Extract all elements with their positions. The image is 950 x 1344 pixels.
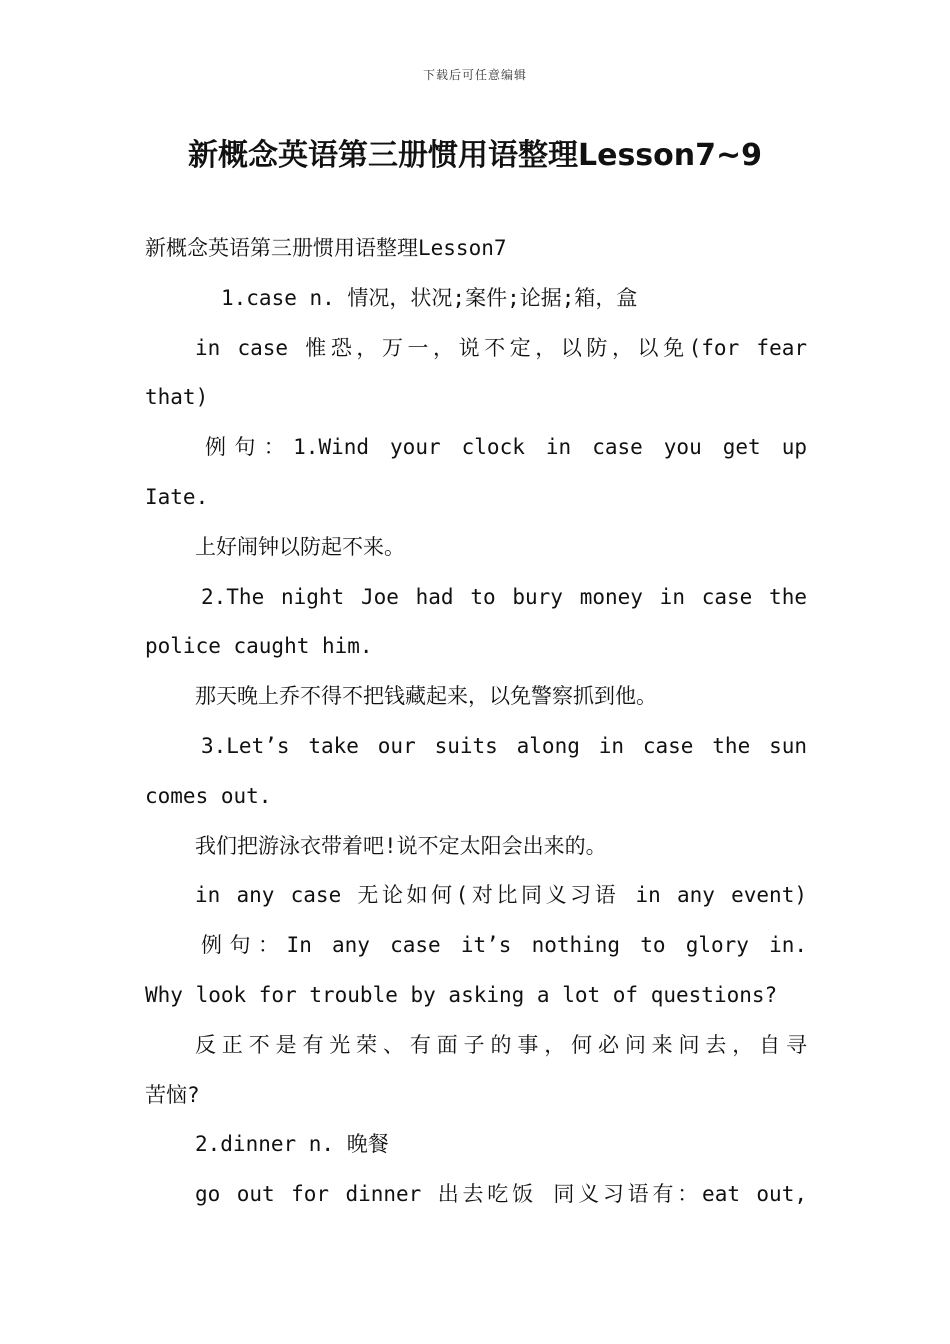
header-note: 下载后可任意编辑 [422,68,527,82]
example-1-translation: 上好闹钟以防起不来。 [195,534,405,559]
vocab-entry-dinner: 2.dinner n. 晚餐 [195,1132,389,1157]
idiom-in-any-case: in any case 无论如何(对比同义习语 in any event) [195,883,807,908]
example-4-cont: Why look for trouble by asking a lot of questions? [145,982,778,1007]
example-1-cont: Iate. [145,484,209,509]
example-4-translation-cont: 苦恼? [145,1082,200,1107]
idiom-go-out-for-dinner: go out for dinner 出去吃饭 同义习语有：eat out, [195,1182,807,1207]
document-title: 新概念英语第三册惯用语整理Lesson7~9 [187,138,763,173]
example-2-cont: police caught him. [145,634,373,659]
idiom-in-case-cont: that) [145,385,209,410]
example-2-translation: 那天晚上乔不得不把钱藏起来，以免警察抓到他。 [195,684,657,709]
example-3: 3.Let’s take our suits along in case the sun [201,733,807,758]
idiom-in-case: in case 惟恐，万一，说不定，以防，以免(for fear [195,335,807,360]
example-2: 2.The night Joe had to bury money in case the [201,584,807,609]
example-4-translation: 反正不是有光荣、有面子的事，何必问来问去，自寻 [195,1032,807,1057]
example-4: 例句：In any case it’s nothing to glory in. [201,933,807,958]
example-3-cont: comes out. [145,783,272,808]
section-heading: 新概念英语第三册惯用语整理Lesson7 [145,236,507,260]
vocab-entry-case: 1.case n. 情况，状况;案件;论据;箱，盒 [221,285,638,310]
example-1: 例句：1.Wind your clock in case you get up [205,435,807,460]
document-body [145,224,807,1220]
example-3-translation: 我们把游泳衣带着吧!说不定太阳会出来的。 [195,833,607,858]
